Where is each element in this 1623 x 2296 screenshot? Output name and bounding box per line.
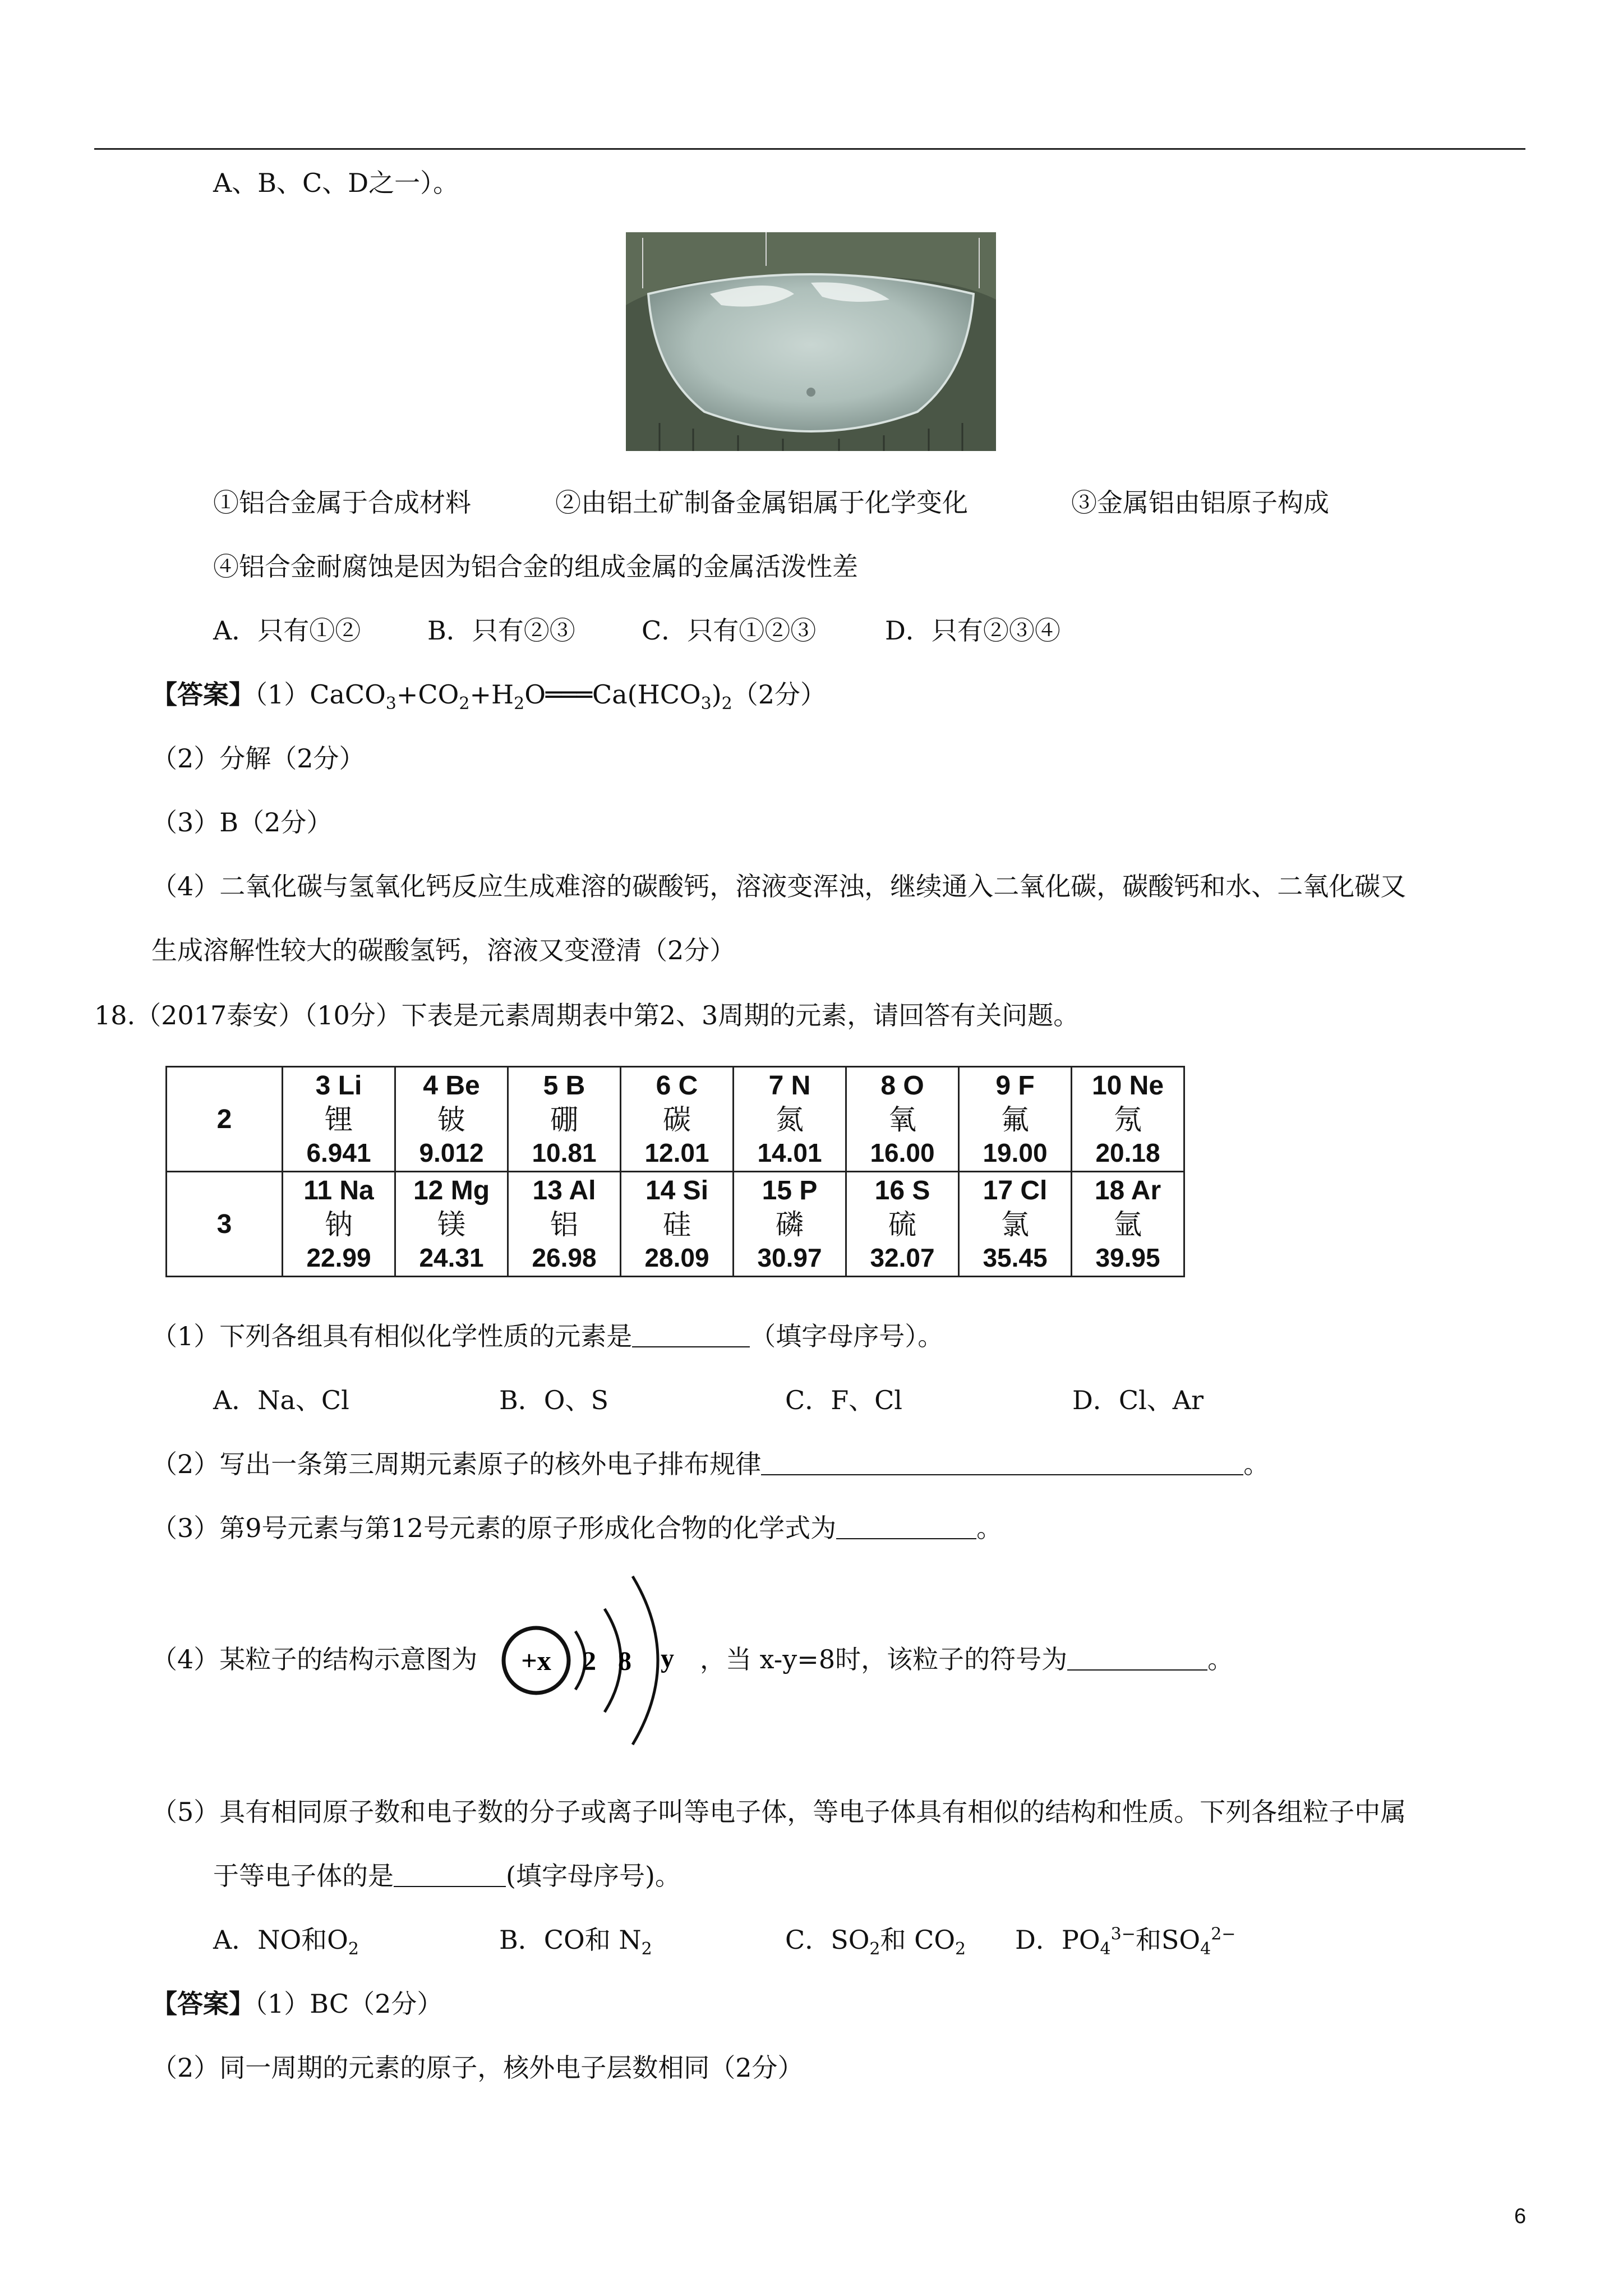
answer-blank bbox=[1067, 1647, 1207, 1671]
question-18-stem: 18.（2017泰安）（10分）下表是元素周期表中第2、3周期的元素，请回答有关问题。 bbox=[94, 1000, 1080, 1030]
radio-telescope-image bbox=[626, 232, 996, 451]
statement-2: ②由铝土矿制备金属铝属于化学变化 bbox=[555, 487, 968, 518]
page-number: 6 bbox=[1514, 2205, 1527, 2228]
period-label: 2 bbox=[167, 1067, 283, 1172]
shell-3-electrons: y bbox=[661, 1644, 674, 1673]
element-cell: 5 B 硼 10.81 bbox=[508, 1067, 621, 1172]
q18-sub5-option-d: D．$PO_4^{3-}$和$SO_4^{2-}$ bbox=[1015, 1924, 1236, 1959]
q18-sub5-option-c: C．$SO_2$和 $CO_2$ bbox=[785, 1925, 966, 1959]
q18-sub1-option-a: A．Na、Cl bbox=[213, 1385, 349, 1415]
equals-arrow: ═══ bbox=[545, 679, 593, 710]
option-c: C．只有①②③ bbox=[642, 615, 817, 646]
shell-1-electrons: 2 bbox=[583, 1646, 596, 1676]
answer-17-line-3: （3）B（2分） bbox=[151, 807, 333, 838]
option-a: A．只有①② bbox=[213, 615, 361, 646]
element-cell: 13 Al 铝 26.98 bbox=[508, 1172, 621, 1277]
element-cell: 11 Na 钠 22.99 bbox=[283, 1172, 395, 1277]
periodic-table bbox=[165, 1066, 1185, 1277]
q18-sub4-suffix: ，当 x-y=8时，该粒子的符号为 。 bbox=[700, 1644, 1234, 1674]
element-cell: 3 Li 锂 6.941 bbox=[283, 1067, 395, 1172]
q18-sub5-option-b: B．CO和 $N_2$ bbox=[499, 1925, 652, 1959]
atomic-structure-diagram bbox=[498, 1559, 700, 1761]
statement-4: ④铝合金耐腐蚀是因为铝合金的组成金属的金属活泼性差 bbox=[213, 551, 858, 582]
period-label: 3 bbox=[167, 1172, 283, 1277]
q18-sub1-option-c: C．F、Cl bbox=[785, 1385, 903, 1415]
element-cell: 6 C 碳 12.01 bbox=[621, 1067, 734, 1172]
answer-tag: 【答案】 bbox=[151, 1989, 255, 2019]
statement-1: ①铝合金属于合成材料 bbox=[213, 487, 471, 518]
element-cell: 17 Cl 氯 35.45 bbox=[959, 1172, 1072, 1277]
element-cell: 9 F 氟 19.00 bbox=[959, 1067, 1072, 1172]
answer-18-line-2: （2）同一周期的元素的原子，核外电子层数相同（2分） bbox=[151, 2053, 804, 2083]
option-d: D．只有②③④ bbox=[885, 615, 1061, 646]
telescope-photo bbox=[626, 232, 996, 451]
statement-3: ③金属铝由铝原子构成 bbox=[1071, 487, 1329, 518]
q18-sub1-option-b: B．O、S bbox=[499, 1385, 609, 1415]
q18-sub5-line1: （5）具有相同原子数和电子数的分子或离子叫等电子体，等电子体具有相似的结构和性质。下列各组粒子中属 bbox=[151, 1797, 1407, 1827]
element-cell: 8 O 氧 16.00 bbox=[846, 1067, 959, 1172]
nucleus-label: +x bbox=[521, 1645, 551, 1676]
answer-17-line-2: （2）分解（2分） bbox=[151, 743, 365, 774]
table-row bbox=[167, 1067, 1184, 1172]
q18-sub3: （3）第9号元素与第12号元素的原子形成化合物的化学式为 。 bbox=[151, 1513, 1003, 1543]
answer-17-line-1: 【答案】$(1)CaCO_3+CO_2+H_2O═══Ca(HCO_3)_2(2$分） bbox=[151, 679, 827, 714]
q18-sub4-prefix: （4）某粒子的结构示意图为 bbox=[151, 1644, 478, 1674]
element-cell: 10 Ne 氖 20.18 bbox=[1072, 1067, 1184, 1172]
answer-17-line-4b: 生成溶解性较大的碳酸氢钙，溶液又变澄清（2分） bbox=[151, 935, 736, 965]
element-cell: 14 Si 硅 28.09 bbox=[621, 1172, 734, 1277]
q18-sub2: （2）写出一条第三周期元素原子的核外电子排布规律 。 bbox=[151, 1449, 1270, 1479]
element-cell: 16 S 硫 32.07 bbox=[846, 1172, 959, 1277]
answer-blank bbox=[761, 1452, 1243, 1475]
option-b: B．只有②③ bbox=[427, 615, 575, 646]
answer-17-line-4a: （4）二氧化碳与氢氧化钙反应生成难溶的碳酸钙，溶液变浑浊，继续通入二氧化碳，碳酸钙和水、二氧化碳又 bbox=[151, 871, 1407, 901]
q18-sub1: （1）下列各组具有相似化学性质的元素是 （填字母序号）。 bbox=[151, 1321, 944, 1351]
answer-blank bbox=[394, 1864, 506, 1887]
answer-18-line-1: 【答案】（1）BC（2分） bbox=[151, 1989, 443, 2019]
element-cell: 12 Mg 镁 24.31 bbox=[395, 1172, 508, 1277]
answer-blank bbox=[632, 1324, 750, 1347]
q18-sub5-line2: 于等电子体的是 (填字母序号)。 bbox=[213, 1861, 681, 1891]
header-rule bbox=[94, 148, 1525, 150]
answer-blank bbox=[836, 1516, 976, 1539]
question-continuation: A、B、C、D之一）。 bbox=[213, 168, 459, 198]
element-cell: 4 Be 铍 9.012 bbox=[395, 1067, 508, 1172]
answer-tag: 【答案】 bbox=[151, 679, 255, 710]
element-cell: 7 N 氮 14.01 bbox=[734, 1067, 846, 1172]
q18-sub5-option-a: A．NO和$O_2$ bbox=[213, 1925, 359, 1959]
table-row bbox=[167, 1172, 1184, 1277]
q18-sub1-option-d: D．Cl、Ar bbox=[1072, 1385, 1204, 1415]
shell-2-electrons: 8 bbox=[618, 1646, 631, 1676]
element-cell: 15 P 磷 30.97 bbox=[734, 1172, 846, 1277]
element-cell: 18 Ar 氩 39.95 bbox=[1072, 1172, 1184, 1277]
